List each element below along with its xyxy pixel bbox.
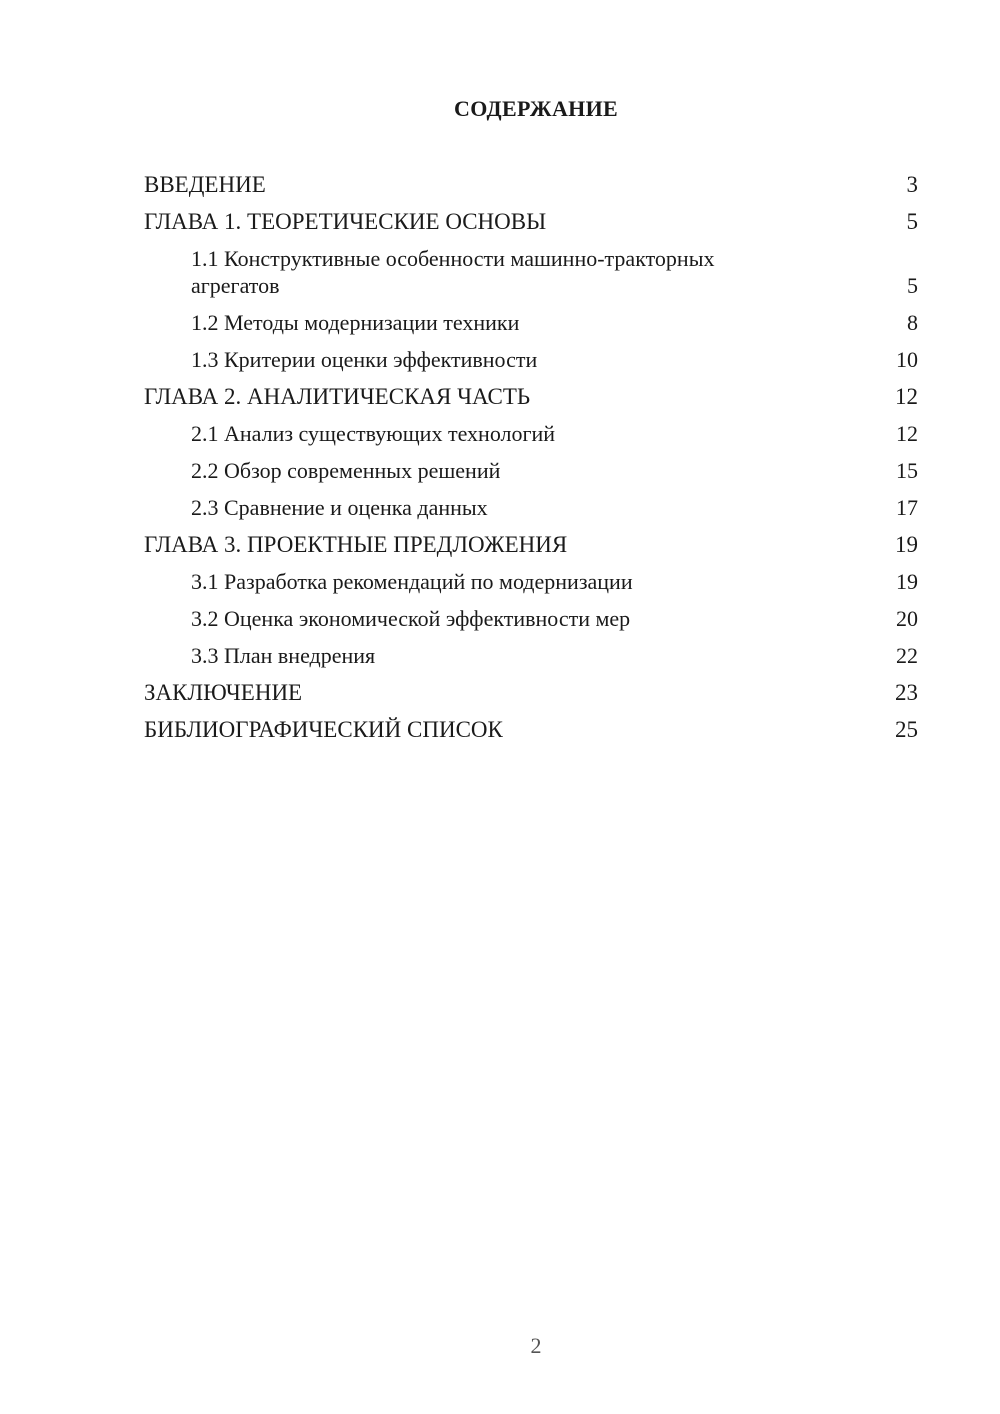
toc-entry-label: 3.2 Оценка экономической эффективности мер bbox=[191, 606, 631, 631]
toc-entry-section-3-3[interactable] bbox=[144, 637, 918, 674]
toc-entry-chapter-1[interactable] bbox=[144, 203, 918, 240]
toc-entry-page: 12 bbox=[896, 421, 918, 446]
page-title: СОДЕРЖАНИЕ bbox=[454, 96, 618, 121]
toc-entry-page: 22 bbox=[896, 643, 918, 668]
toc-entry-label: 1.1 Конструктивные особенности машинно-тракторных агрегатов bbox=[191, 246, 715, 298]
toc-entry-introduction[interactable] bbox=[144, 166, 918, 203]
toc-entry-section-3-1[interactable] bbox=[144, 563, 918, 600]
toc-entry-page: 8 bbox=[907, 310, 918, 335]
toc-entry-page: 5 bbox=[907, 273, 918, 298]
toc-entry-page: 23 bbox=[895, 680, 918, 705]
toc-entry-label: 1.3 Критерии оценки эффективности bbox=[191, 347, 538, 372]
toc-entry-chapter-3[interactable] bbox=[144, 526, 918, 563]
toc-entry-label: 2.3 Сравнение и оценка данных bbox=[191, 495, 488, 520]
toc-entry-page: 25 bbox=[895, 717, 918, 742]
toc-entry-page: 12 bbox=[895, 384, 918, 409]
toc-entry-page: 17 bbox=[896, 495, 918, 520]
toc-entry-label: ГЛАВА 2. АНАЛИТИЧЕСКАЯ ЧАСТЬ bbox=[144, 384, 531, 409]
toc-entry-section-1-3[interactable] bbox=[144, 341, 918, 378]
toc-entry-label: 2.2 Обзор современных решений bbox=[191, 458, 501, 483]
toc-entry-label: ГЛАВА 1. ТЕОРЕТИЧЕСКИЕ ОСНОВЫ bbox=[144, 209, 547, 234]
toc-entry-page: 19 bbox=[895, 532, 918, 557]
toc-entry-section-1-2[interactable] bbox=[144, 304, 918, 341]
toc-entry-page: 19 bbox=[896, 569, 918, 594]
toc-entry-page: 15 bbox=[896, 458, 918, 483]
toc-entry-conclusion[interactable] bbox=[144, 674, 918, 711]
toc-entry-chapter-2[interactable] bbox=[144, 378, 918, 415]
toc-entry-label: БИБЛИОГРАФИЧЕСКИЙ СПИСОК bbox=[144, 717, 503, 742]
toc-entry-section-1-1[interactable] bbox=[144, 240, 918, 304]
toc-entry-bibliography[interactable] bbox=[144, 711, 918, 748]
toc-entry-section-2-3[interactable] bbox=[144, 489, 918, 526]
toc-entry-page: 3 bbox=[906, 172, 918, 197]
toc-entry-label: 3.1 Разработка рекомендаций по модернизации bbox=[191, 569, 633, 594]
toc-entry-label: ГЛАВА 3. ПРОЕКТНЫЕ ПРЕДЛОЖЕНИЯ bbox=[144, 532, 568, 557]
toc-entry-section-2-1[interactable] bbox=[144, 415, 918, 452]
toc-entry-page: 5 bbox=[906, 209, 918, 234]
toc-entry-section-3-2[interactable] bbox=[144, 600, 918, 637]
toc-entry-label: 3.3 План внедрения bbox=[191, 643, 376, 668]
toc-entry-page: 10 bbox=[896, 347, 918, 372]
page-number: 2 bbox=[530, 1333, 542, 1358]
toc-entry-page: 20 bbox=[896, 606, 918, 631]
toc-entry-section-2-2[interactable] bbox=[144, 452, 918, 489]
toc-entry-label: ЗАКЛЮЧЕНИЕ bbox=[144, 680, 303, 705]
toc-entry-label: 1.2 Методы модернизации техники bbox=[191, 310, 520, 335]
toc-entry-label: 2.1 Анализ существующих технологий bbox=[191, 421, 556, 446]
toc-entry-label: ВВЕДЕНИЕ bbox=[144, 172, 266, 197]
table-of-contents bbox=[144, 166, 918, 748]
